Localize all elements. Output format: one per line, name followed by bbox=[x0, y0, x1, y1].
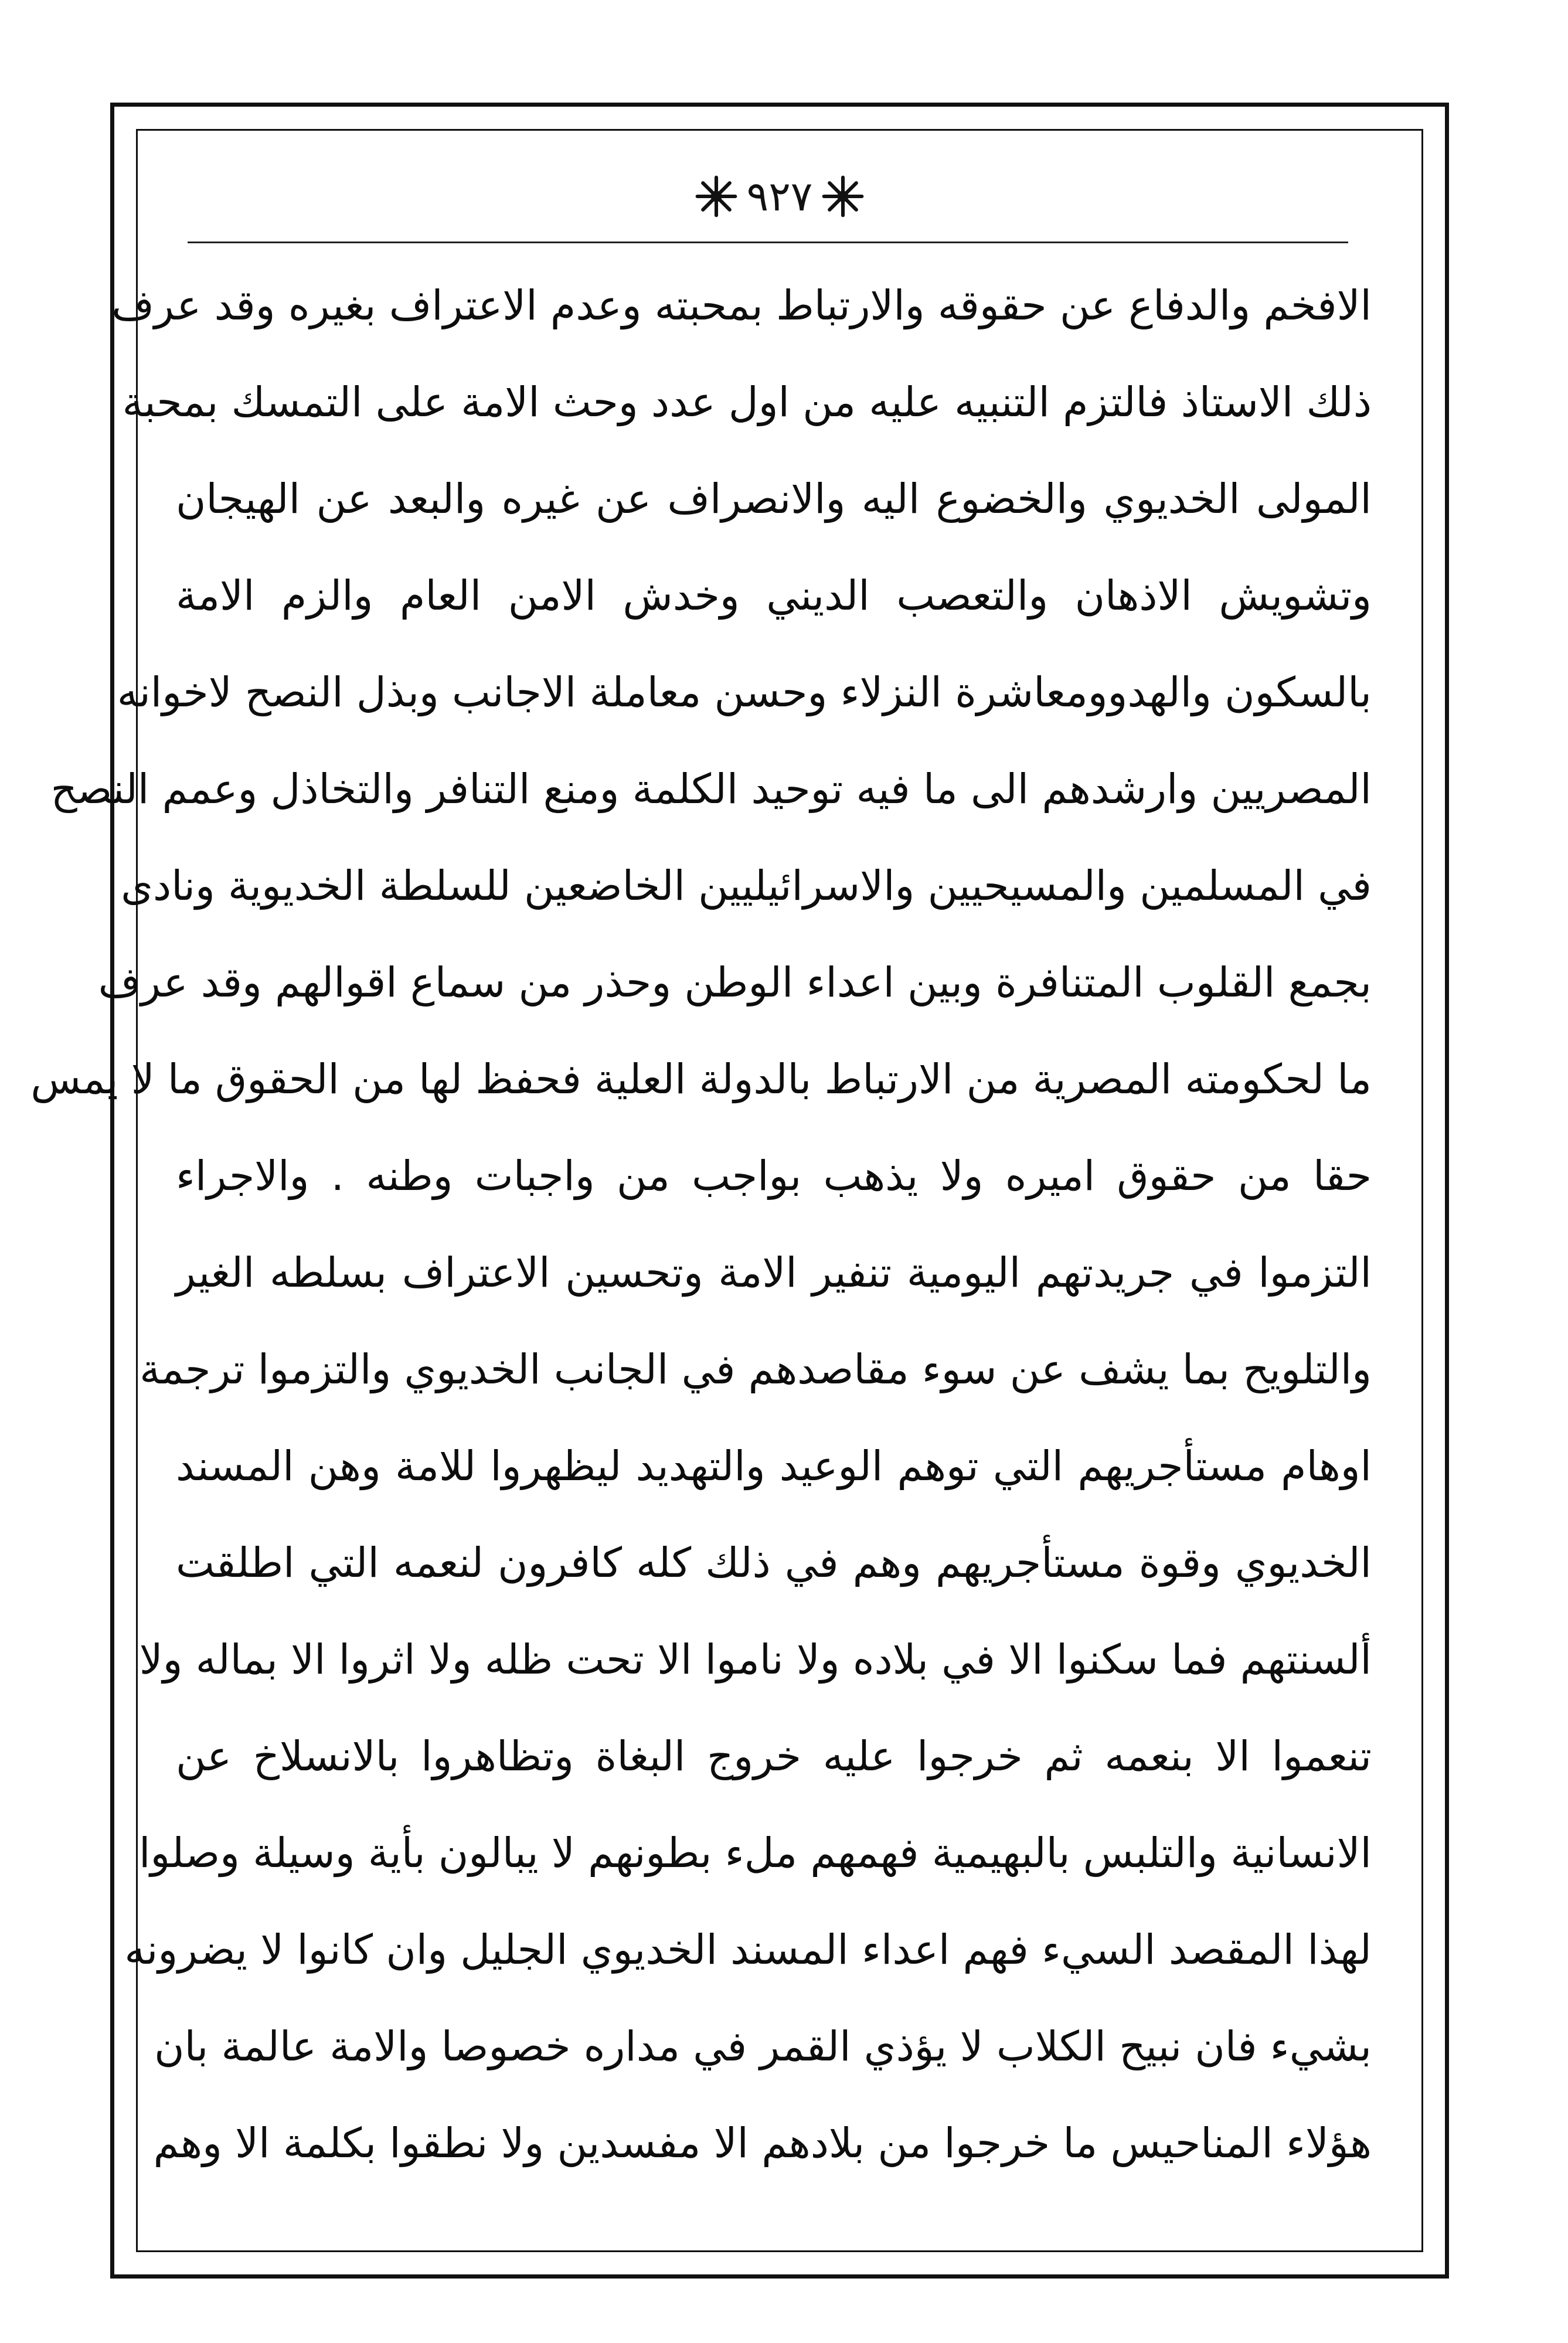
text-line: وتشويش الاذهان والتعصب الديني وخدش الامن العام والزم الامة bbox=[176, 572, 1372, 620]
text-line: بشيء فان نبيح الكلاب لا يؤذي القمر في مداره خصوصا والامة عالمة بان bbox=[154, 2022, 1372, 2070]
text-line: المصريين وارشدهم الى ما فيه توحيد الكلمة ومنع التنافر والتخاذل وعمم النصح bbox=[50, 765, 1372, 813]
star-flourish-icon bbox=[821, 174, 865, 219]
text-line: والتلويح بما يشف عن سوء مقاصدهم في الجانب الخديوي والتزموا ترجمة bbox=[140, 1345, 1372, 1393]
header-rule bbox=[188, 242, 1348, 243]
text-line: حقا من حقوق اميره ولا يذهب بواجب من واجبات وطنه . والاجراء bbox=[176, 1152, 1372, 1200]
star-flourish-icon bbox=[694, 174, 739, 219]
page-number: ٩٢٧ bbox=[746, 172, 813, 220]
text-line: ما لحكومته المصرية من الارتباط بالدولة العلية فحفظ لها من الحقوق ما لا يمس bbox=[30, 1055, 1372, 1103]
text-line: الافخم والدفاع عن حقوقه والارتباط بمحبته وعدم الاعتراف بغيره وقد عرف bbox=[111, 281, 1372, 329]
text-line: المولى الخديوي والخضوع اليه والانصراف عن غيره والبعد عن الهيجان bbox=[176, 475, 1372, 523]
text-line: لهذا المقصد السيء فهم اعداء المسند الخديوي الجليل وان كانوا لا يضرونه bbox=[124, 1926, 1372, 1974]
page-header bbox=[136, 152, 1423, 240]
text-line: ألسنتهم فما سكنوا الا في بلاده ولا ناموا الا تحت ظله ولا اثروا الا بماله ولا bbox=[139, 1635, 1372, 1684]
text-line: الانسانية والتلبس بالبهيمية فهمهم ملء بطونهم لا يبالون بأية وسيلة وصلوا bbox=[138, 1829, 1372, 1877]
text-line: هؤلاء المناحيس ما خرجوا من بلادهم الا مفسدين ولا نطقوا بكلمة الا وهم bbox=[153, 2119, 1372, 2167]
text-line: ذلك الاستاذ فالتزم التنبيه عليه من اول عدد وحث الامة على التمسك بمحبة bbox=[122, 378, 1372, 426]
text-line: في المسلمين والمسيحيين والاسرائيليين الخاضعين للسلطة الخديوية ونادى bbox=[121, 862, 1372, 910]
text-line: الخديوي وقوة مستأجريهم وهم في ذلك كله كافرون لنعمه التي اطلقت bbox=[176, 1539, 1372, 1587]
body-text bbox=[30, 261, 1372, 2219]
text-line: بجمع القلوب المتنافرة وبين اعداء الوطن وحذر من سماع اقوالهم وقد عرف bbox=[98, 958, 1372, 1006]
text-line: التزموا في جريدتهم اليومية تنفير الامة وتحسين الاعتراف بسلطه الغير bbox=[176, 1249, 1372, 1297]
text-line: بالسكون والهدوومعاشرة النزلاء وحسن معاملة الاجانب وبذل النصح لاخوانه bbox=[117, 668, 1372, 716]
text-line: اوهام مستأجريهم التي توهم الوعيد والتهديد ليظهروا للامة وهن المسند bbox=[176, 1442, 1372, 1490]
text-line: تنعموا الا بنعمه ثم خرجوا عليه خروج البغاة وتظاهروا بالانسلاخ عن bbox=[176, 1732, 1372, 1780]
